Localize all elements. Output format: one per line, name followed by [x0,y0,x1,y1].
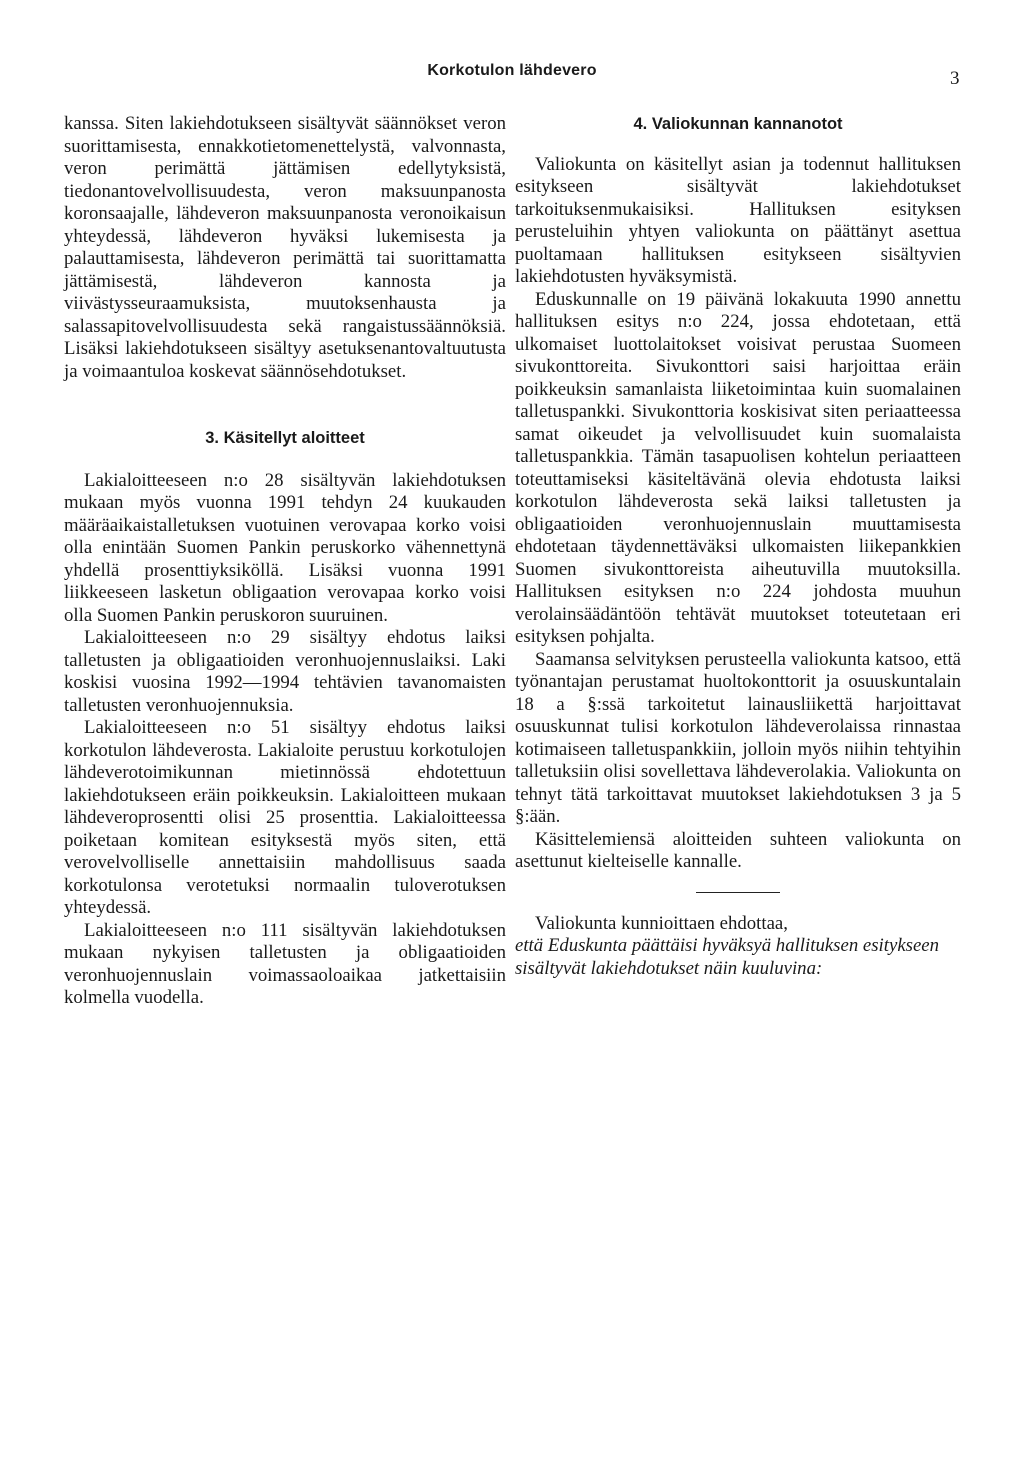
section-4-heading: 4. Valiokunnan kannanotot [633,115,843,133]
paragraph-aloite-111: Lakialoitteeseen n:o 111 sisältyvän lakiehdotuksen mukaan nykyisen talletusten ja obligaatioiden veronhuojennuslain voimassaoloaikaa jatkettaisiin kolmella vuodella. [64,919,506,1008]
paragraph-aloite-28: Lakialoitteeseen n:o 28 sisältyvän lakiehdotuksen mukaan myös vuonna 1991 tehdyn 24 kuukauden määräaikaistalletuksen vuotuinen verovapaa korko voisi olla enintään Suomen Pankin peruskorko vähennettynä yhdellä prosenttiyksiköllä. Lisäksi vuonna 1991 liikkeeseen lasketun obligaation verovapaa korko voisi olla Suomen Pankin peruskoron suuruinen. [64,469,506,626]
intro-paragraph: kanssa. Siten lakiehdotukseen sisältyvät säännökset veron suorittamisesta, ennakkotietomenettelystä, valvonnasta, veron perimättä jättämisen edellytyksistä, tiedonantovelvollisuudesta, veron maksuunpanosta koronsaajalle, lähdeveron maksuunpanosta veronoikaisun yhteydessä, lähdeveron hyväksi lukemisesta ja palauttamisesta, lähdeveron perimättä tai suorittamatta jättämisestä, lähdeveron kannosta ja viivästysseuraamuksista, muutoksenhausta ja salassapitovelvollisuudesta sekä rangaistussäännöksiä. Lisäksi lakiehdotukseen sisältyy asetuksenantovaltuutusta ja voimaantuloa koskevat säännösehdotukset. [64,113,506,382]
proposal-intro: Valiokunta kunnioittaen ehdottaa, [535,912,788,934]
left-column [64,113,506,1010]
running-title: Korkotulon lähdevero [427,62,597,79]
section-3-heading: 3. Käsitellyt aloitteet [205,429,365,447]
paragraph-kannanotto-3: Saamansa selvityksen perusteella valiokunta katsoo, että työnantajan perustamat huoltokonttorit ja osuuskuntalain 18 a §:ssä tarkoitetut lainausliikettä harjoittavat osuuskunnat tulisi korkotulon lähdeverolaissa rinnastaa kotimaiseen talletuspankkiin, jolloin myös niihin tehtyihin talletuksiin olisi sovellettava lähdeverolakia. Valiokunta on tehnyt tätä tarkoittavat muutokset lakiehdotuksen 3 ja 5 §:ään. [515,648,961,827]
page-number: 3 [950,68,960,89]
paragraph-kannanotto-2: Eduskunnalle on 19 päivänä lokakuuta 1990 annettu hallituksen esitys n:o 224, jossa ehdotetaan, että ulkomaiset luottolaitokset voisivat perustaa Suomeen sivukonttoreita. Sivukonttori saisi harjoittaa eräin poikkeuksin samanlaista liiketoimintaa kuin suomalainen talletuspankki. Sivukonttoria koskisivat siten periaatteessa samat oikeudet ja velvollisuudet kuin suomalaista talletuspankkia. Tämän tasapuolisen kohtelun periaatteen toteuttamiseksi käsiteltävänä olevia ehdotusta laiksi korkotulon lähdeverosta sekä laiksi talletusten ja obligaatioiden veronhuojennuslain muuttamisesta ehdotetaan täydennettäväksi ulkomaisten liikepankkien Suomen sivukonttoreista aiheutuvilla muutoksilla. Hallituksen esityksen n:o 224 johdosta muuhun verolainsäädäntöön tehtävät muutokset toteutetaan eri esityksen pohjalta. [515,288,961,647]
proposal-text: että Eduskunta päättäisi hyväksyä hallituksen esitykseen sisältyvät lakiehdotukset näin kuuluvina: [515,935,940,979]
paragraph-kannanotto-1: Valiokunta on käsitellyt asian ja todennut hallituksen esitykseen sisältyvät lakiehdotukset tarkoituksenmukaisiksi. Hallituksen esityksen perusteluihin yhtyen valiokunta on päättänyt asettua puoltamaan hallituksen esitykseen sisältyvien lakiehdotusten hyväksymistä. [515,153,961,287]
paragraph-aloite-51: Lakialoitteeseen n:o 51 sisältyy ehdotus laiksi korkotulon lähdeverosta. Lakialoite perustuu korkotulojen lähdeverotoimikunnan mietinnössä ehdotettuun lakiehdotukseen eräin poikkeuksin. Lakialoitteen mukaan lähdeveroprosentti olisi 25 prosenttia. Lakialoitteessa poiketaan komitean esityksestä myös siten, että verovelvolliselle annettaisiin mahdollisuus saada korkotulonsa verotetuksi normaalin tuloverotuksen yhteydessä. [64,717,506,918]
right-column [515,113,961,980]
paragraph-aloite-29: Lakialoitteeseen n:o 29 sisältyy ehdotus laiksi talletusten ja obligaatioiden veronhuojennuslaiksi. Laki koskisi vuosina 1992—1994 tehtävien tavanomaisten talletusten veronhuojennuksia. [64,627,506,716]
paragraph-kannanotto-4: Käsittelemiensä aloitteiden suhteen valiokunta on asettunut kielteiselle kannalle. [515,828,961,872]
separator-rule [696,892,780,893]
